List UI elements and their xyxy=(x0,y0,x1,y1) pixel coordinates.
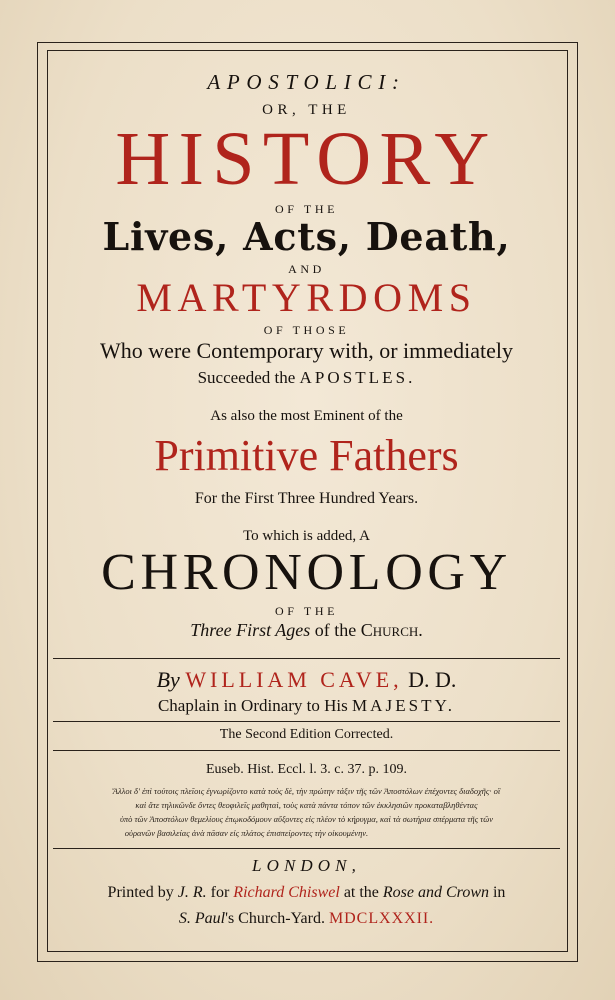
greek-quote-line-2: καὶ ἅτε τηλικῶνδε ὄντες θεοφιλεῖς μαθηταὶ, τοὺς κατὰ πάντα τόπον τῶν ἐκκλησιῶν προκαταβληθέντας xyxy=(135,800,478,810)
title-history: HISTORY xyxy=(115,117,498,201)
to-which-added: To which is added, A xyxy=(243,528,370,544)
church-yard-line xyxy=(47,910,566,928)
three-ages-italic: Three First Ages xyxy=(190,620,311,640)
title-of-the: OF THE xyxy=(274,202,339,216)
rule-3 xyxy=(53,750,560,751)
majesty-label: MAJESTY. xyxy=(352,696,456,715)
of-the-2: OF THE xyxy=(274,604,339,618)
title-chronology: CHRONOLOGY xyxy=(101,544,512,601)
author-degree: D. D. xyxy=(408,667,457,692)
greek-quote-line-1: Ἄλλοι δ' ἐπὶ τούτοις πλεῖοις ἐγνωρίζοντο κατὰ τοὺς δὲ, τὴν πρώτην τάξιν τῆς τῶν Ἀποστόλων ἐπέχοντες διαδοχῆς· οἳ xyxy=(112,786,501,796)
chaplain-label: Chaplain in Ordinary to His xyxy=(157,696,348,715)
three-ages-of-the: of the xyxy=(314,620,357,640)
title-martyrdoms: MARTYRDOMS xyxy=(136,275,477,320)
primitive-fathers: Primitive Fathers xyxy=(154,431,459,480)
church-yard: 's Church-Yard. xyxy=(225,910,325,927)
by-label: By xyxy=(156,667,180,692)
first-three-hundred: For the First Three Hundred Years. xyxy=(194,490,419,507)
greek-quote-line-3: ὑπὸ τῶν Ἀποστόλων θεμελίους ἐπῳκοδόμουν αὔξοντες εἰς πλέον τὸ κήρυγμα, καὶ τὰ σωτήρια σπέρματα τῆς τῶν xyxy=(119,814,493,824)
st-paul: S. Paul xyxy=(178,910,226,927)
rule-4 xyxy=(53,848,560,849)
apostles-label: APOSTLES. xyxy=(299,368,416,387)
imprint-year: MDCLXXXII. xyxy=(328,910,435,927)
title-of-those: OF THOSE xyxy=(263,323,350,337)
printed-line xyxy=(47,884,566,902)
title-apostolici: APOSTOLICI: xyxy=(207,70,406,94)
title-and: AND xyxy=(288,262,325,276)
subtitle-contemporary: Who were Contemporary with, or immediately xyxy=(100,338,513,363)
title-lives-acts-death: Lives, Acts, Death, xyxy=(102,214,511,259)
also-line: As also the most Eminent of the xyxy=(210,408,403,424)
shop-sign: Rose and Crown xyxy=(382,884,489,901)
rule-2 xyxy=(53,721,560,722)
three-ages-church: Church. xyxy=(360,620,423,640)
printer-initials: J. R. xyxy=(177,884,207,901)
eusebius-citation: Euseb. Hist. Eccl. l. 3. c. 37. p. 109. xyxy=(205,762,408,777)
succeeded-label: Succeeded the xyxy=(197,368,296,387)
edition-line: The Second Edition Corrected. xyxy=(219,727,394,742)
london-line: LONDON, xyxy=(252,856,361,875)
title-or-the: OR, THE xyxy=(262,102,351,118)
printed-by: Printed by xyxy=(107,884,174,901)
author-line xyxy=(47,666,566,694)
three-first-ages xyxy=(47,620,566,641)
subtitle-succeeded xyxy=(47,368,566,388)
author-name: WILLIAM CAVE, xyxy=(185,667,403,692)
chaplain-line xyxy=(47,696,566,716)
title-page-content xyxy=(47,50,566,950)
publisher-name: Richard Chiswel xyxy=(233,884,340,901)
printed-at-the: at the xyxy=(343,884,379,901)
rule-1 xyxy=(53,658,560,659)
printed-in: in xyxy=(492,884,506,901)
greek-quote-line-4: οὐρανῶν βασιλείας ἀνὰ πᾶσαν εἰς πλάτος ἐπισπείροντες τὴν οἰκουμένην. xyxy=(124,828,369,838)
printed-for: for xyxy=(210,884,230,901)
